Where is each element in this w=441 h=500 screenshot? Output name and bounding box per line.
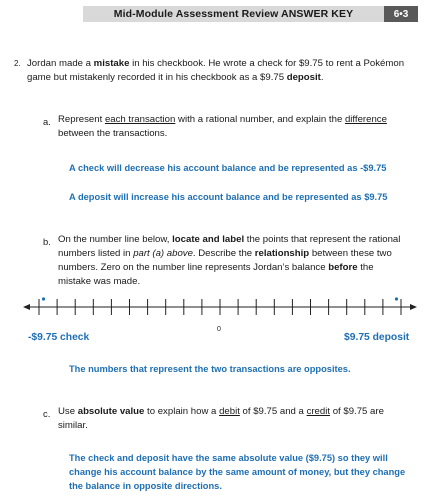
part-c-answer: The check and deposit have the same absolute value ($9.75) so they will change his account balance by the same amount of money, but they change the balance in opposite directions.	[69, 453, 406, 491]
right-point-label: $9.75 deposit	[344, 332, 410, 343]
number-line-point	[395, 297, 398, 300]
left-arrow-icon	[23, 304, 30, 310]
part-a-label: a.	[43, 116, 51, 127]
zero-label: 0	[217, 326, 221, 333]
question-stem: Jordan made a mistake in his checkbook. He wrote a check for $9.75 to rent a Pokémon game but mistakenly recorded it in his checkbook as a $9.75 deposit.	[27, 58, 405, 83]
left-point-label: -$9.75 check	[28, 332, 90, 343]
question-number: 2.	[14, 59, 21, 68]
part-a-answer-2: A deposit will increase his account balance and be represented as $9.75	[69, 192, 388, 202]
part-c-label: c.	[43, 408, 51, 419]
part-b-prompt: On the number line below, locate and label the points that represent the rational numbers listed in part (a) above. Describe the relationship between these two numbers. Zero on the number line represents Jordan’s balance before the mistake was made.	[58, 234, 401, 287]
grade-badge: 6•3	[384, 6, 418, 22]
part-b-answer: The numbers that represent the two transactions are opposites.	[69, 364, 351, 374]
part-a-answer-1: A check will decrease his account balance and be represented as -$9.75	[69, 163, 387, 173]
number-line-point	[42, 297, 45, 300]
header-title: Mid-Module Assessment Review ANSWER KEY	[113, 8, 354, 20]
part-c-prompt: Use absolute value to explain how a debit of $9.75 and a credit of $9.75 are similar.	[58, 406, 384, 431]
part-a-prompt: Represent each transaction with a rational number, and explain the difference between the transactions.	[58, 114, 387, 139]
right-arrow-icon	[410, 304, 417, 310]
part-b-label: b.	[43, 236, 51, 247]
